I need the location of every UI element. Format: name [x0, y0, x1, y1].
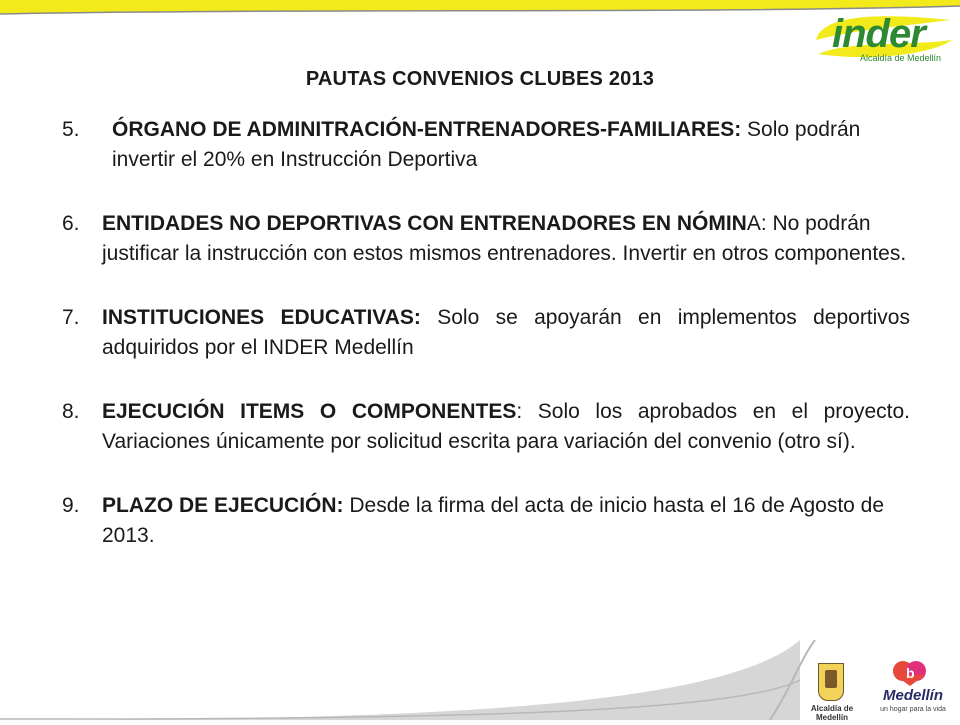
list-item [62, 115, 910, 176]
item-heading: EJECUCIÓN ITEMS O COMPONENTES [102, 399, 517, 423]
slide-title: PAUTAS CONVENIOS CLUBES 2013 [305, 68, 655, 90]
item-heading: ENTIDADES NO DEPORTIVAS CON ENTRENADORES EN NÓMIN [102, 211, 747, 235]
heart-icon [892, 660, 928, 686]
item-number: 5. [62, 118, 80, 141]
svg-text:b: b [906, 665, 915, 681]
item-text: A: No podrán justificar la instrucción con estos mismos entrenadores. Invertir en otros componentes. [102, 211, 907, 266]
medellin-tagline: un hogar para la vida [880, 706, 946, 713]
item-text: : Solo los aprobados en el proyecto. Variaciones únicamente por solicitud escrita para variación del convenio (otro sí). [102, 399, 911, 454]
alcaldia-logo [800, 663, 860, 722]
alcaldia-label: Alcaldía de Medellín [810, 704, 854, 722]
coat-of-arms-icon [818, 663, 844, 701]
medellin-logo [872, 660, 952, 718]
item-text: Solo podrán invertir el 20% en Instrucción Deportiva [112, 118, 861, 172]
inder-subtitle: Alcaldía de Medellín [860, 53, 942, 63]
item-text: Solo se apoyarán en implementos deportivos adquiridos por el INDER Medellín [102, 305, 910, 360]
item-number: 7. [62, 305, 80, 329]
item-text: Desde la firma del acta de inicio hasta el 16 de Agosto de 2013. [102, 493, 885, 547]
medellin-name: Medellín [882, 687, 943, 704]
item-number: 8. [62, 399, 80, 423]
item-heading: ÓRGANO DE ADMINITRACIÓN-ENTRENADORES-FAMILIARES: [112, 118, 742, 141]
item-heading: INSTITUCIONES EDUCATIVAS: [102, 305, 421, 329]
inder-wordmark: inder [832, 12, 925, 56]
list-item [62, 491, 910, 552]
list-item [62, 209, 910, 270]
item-number: 9. [62, 493, 80, 517]
list-item [62, 303, 910, 364]
inder-logo [812, 10, 954, 70]
item-heading: PLAZO DE EJECUCIÓN: [102, 493, 344, 517]
item-number: 6. [62, 211, 80, 235]
guidelines-list [62, 115, 910, 584]
list-item [62, 397, 910, 458]
